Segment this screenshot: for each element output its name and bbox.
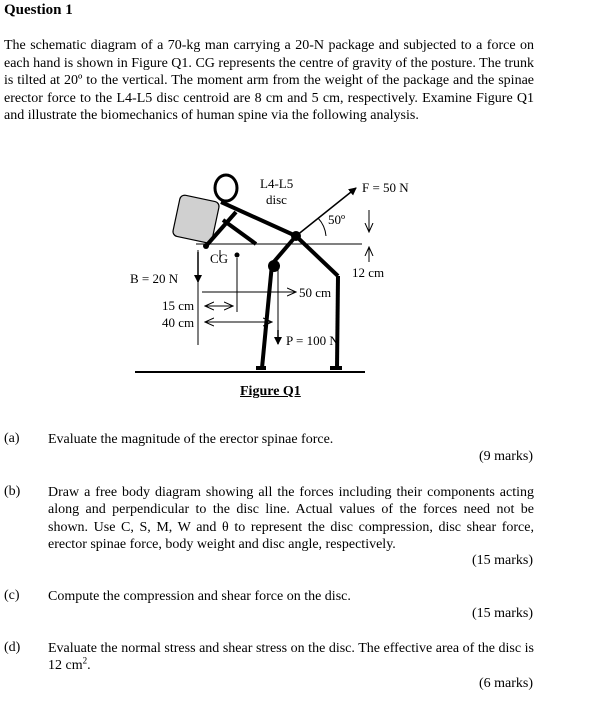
question-a-text: Evaluate the magnitude of the erector spinae force. — [48, 432, 334, 447]
question-intro: The schematic diagram of a 70-kg man carrying a 20-N package and subjected to a force on each hand is shown in Figure Q1. CG represents the centre of gravity of the posture. The trunk is tilted at 20º to the vertical. The moment arm from the weight of the package and the spinae erector force to the L4-L5 disc centroid are 8 cm and 5 cm, respectively. Examine Figure Q1 and illustrate the biomechanics of human spine via the following analysis. — [4, 38, 534, 124]
head — [215, 175, 237, 201]
question-d-text — [48, 640, 534, 675]
label-dist-50: 50 cm — [299, 285, 332, 300]
label-force-f: F = 50 N — [362, 180, 409, 195]
question-d-superscript: 2 — [82, 655, 88, 666]
shin-front — [262, 264, 272, 368]
question-c-text: Compute the compression and shear force on the disc. — [48, 589, 351, 604]
question-b-label: (b) — [4, 484, 21, 499]
thigh-back — [296, 236, 338, 276]
figure-caption: Figure Q1 — [240, 384, 301, 399]
question-d-label: (d) — [4, 640, 21, 655]
label-dist-12: 12 cm — [352, 265, 385, 280]
question-d-marks: (6 marks) — [478, 676, 533, 691]
question-d-text-end: . — [87, 658, 91, 674]
question-d-text-main: Evaluate the normal stress and shear stress on the disc. The effective area of the disc is 12 cm — [48, 641, 534, 674]
label-disc-line2: disc — [266, 192, 287, 207]
label-dist-40: 40 cm — [162, 315, 195, 330]
label-force-p: P = 100 N — [286, 333, 339, 348]
question-a-marks: (9 marks) — [478, 449, 533, 464]
label-dist-15: 15 cm — [162, 298, 195, 313]
question-heading: Question 1 — [4, 2, 73, 18]
hand-joint — [203, 243, 209, 249]
question-a-label: (a) — [4, 431, 20, 446]
question-b-marks: (15 marks) — [471, 553, 533, 568]
forearm — [223, 220, 256, 244]
shin-back — [337, 276, 338, 368]
label-angle: 50º — [328, 212, 346, 227]
label-force-b: B = 20 N — [130, 271, 179, 286]
question-c-label: (c) — [4, 588, 20, 603]
cg-dot — [235, 253, 240, 258]
thigh-front — [272, 236, 296, 264]
question-b-text: Draw a free body diagram showing all the forces including their components acting along and perpendicular to the disc line. Actual values of the forces need not be shown. Use C, S, M, W and θ to represent the disc compression, disc shear force, erector spinae force, body weight and disc angle, respectively. — [48, 485, 534, 553]
label-disc-line1: L4-L5 — [260, 176, 294, 191]
label-cg: CG — [210, 251, 229, 266]
force-f-arrow — [296, 188, 356, 236]
question-c-marks: (15 marks) — [471, 606, 533, 621]
angle-arc — [318, 218, 326, 236]
